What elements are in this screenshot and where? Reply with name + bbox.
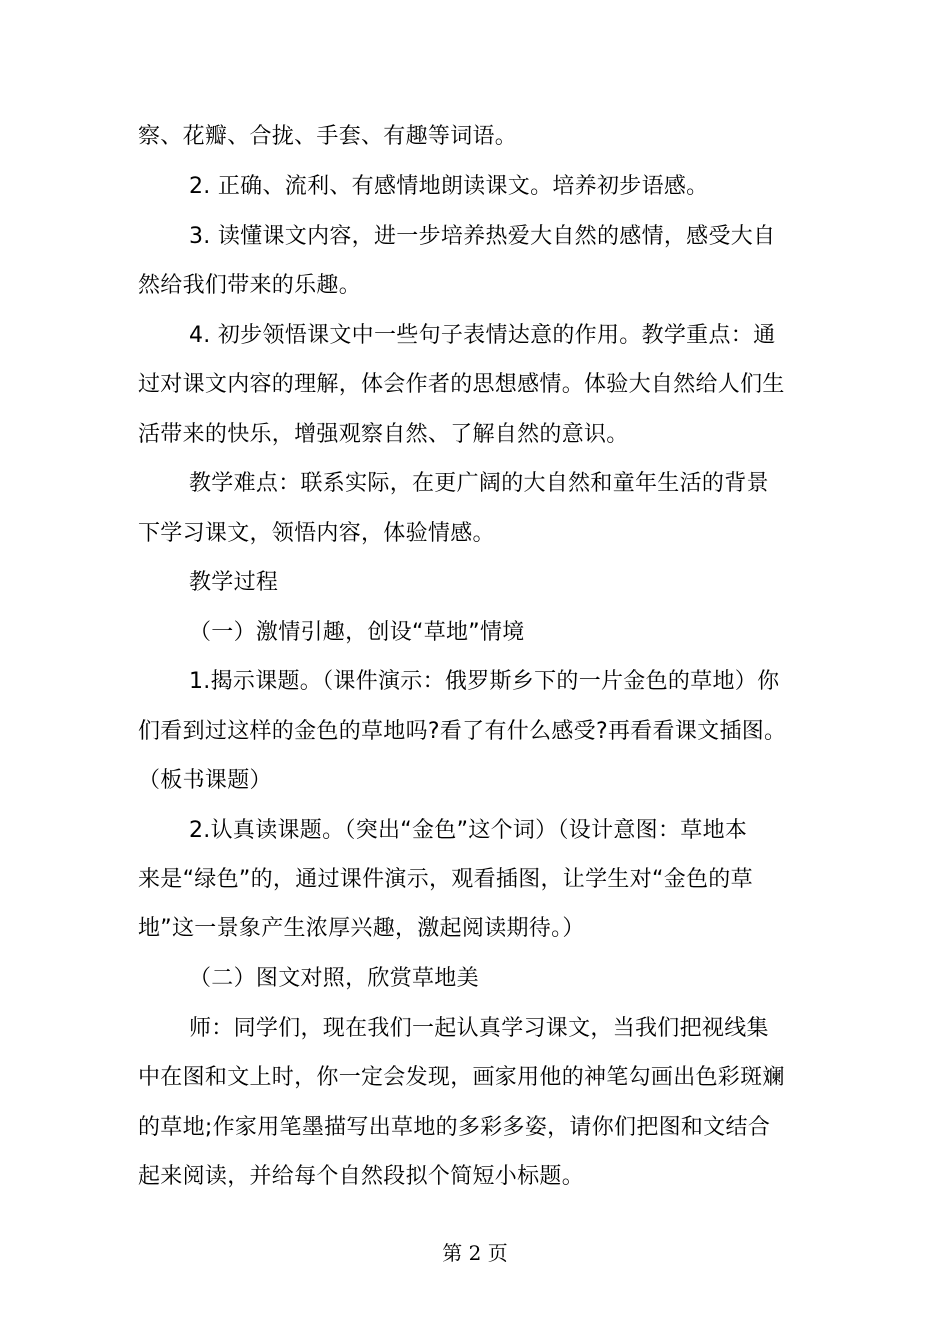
text-line: 过对课文内容的理解，体会作者的思想感情。体验大自然给人们生 (138, 372, 785, 397)
text-line: 的草地;作家用笔墨描写出草地的多彩多姿，请你们把图和文结合 (138, 1115, 771, 1140)
section-heading: （一）激情引趣，创设“草地”情境 (189, 620, 525, 645)
text-line: 起来阅读，并给每个自然段拟个简短小标题。 (138, 1164, 585, 1189)
text-line: 4. 初步领悟课文中一些句子表情达意的作用。教学重点：通 (189, 323, 776, 348)
text-line: 1.揭示课题。（课件演示：俄罗斯乡下的一片金色的草地）你 (189, 669, 780, 694)
section-heading: （二）图文对照，欣赏草地美 (189, 966, 479, 991)
text-line: 来是“绿色”的，通过课件演示，观看插图，让学生对“金色的草 (138, 867, 753, 892)
text-line: 下学习课文，领悟内容，体验情感。 (138, 521, 495, 546)
text-line: 地”这一景象产生浓厚兴趣，激起阅读期待。） (138, 916, 585, 941)
text-line: （板书课题） (138, 768, 272, 793)
page-number: 第 2 页 (442, 1241, 508, 1265)
section-heading: 教学过程 (189, 570, 279, 595)
text-line: 3. 读懂课文内容，进一步培养热爱大自然的感情，感受大自 (189, 224, 776, 249)
text-line: 2.认真读课题。（突出“金色”这个词）（设计意图：草地本 (189, 818, 748, 843)
text-line: 察、花瓣、合拢、手套、有趣等词语。 (138, 124, 518, 149)
text-line: 师：同学们，现在我们一起认真学习课文，当我们把视线集 (189, 1016, 769, 1041)
text-line: 2. 正确、流利、有感情地朗读课文。培养初步语感。 (189, 174, 709, 199)
text-line: 活带来的快乐，增强观察自然、了解自然的意识。 (138, 422, 629, 447)
text-line: 然给我们带来的乐趣。 (138, 273, 362, 298)
text-line: 教学难点：联系实际，在更广阔的大自然和童年生活的背景 (189, 471, 769, 496)
text-line: 中在图和文上时，你一定会发现，画家用他的神笔勾画出色彩斑斓 (138, 1065, 785, 1090)
text-line: 们看到过这样的金色的草地吗?看了有什么感受?再看看课文插图。 (138, 719, 787, 744)
